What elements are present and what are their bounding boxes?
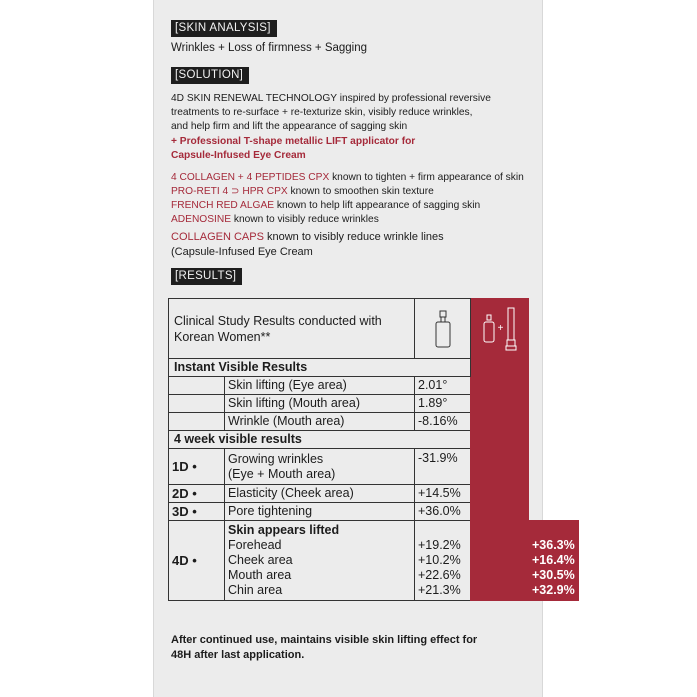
combo-column-spacer (471, 359, 529, 601)
dimension-label (225, 449, 415, 485)
table-row (169, 359, 579, 377)
footer-line-2: 48H after last application. (171, 649, 305, 661)
ingredient-line (171, 171, 524, 185)
ingredient-desc: known to visibly reduce wrinkles (231, 214, 379, 225)
lifted-value: +19.2% (418, 538, 461, 552)
lifted-value: +22.6% (418, 568, 461, 582)
lifted-item: Mouth area (228, 568, 292, 582)
dimension-label-line: (Eye + Mouth area) (228, 466, 336, 481)
ingredient-line (171, 213, 379, 227)
dimension-value: -31.9% (415, 449, 471, 485)
combo-value: +32.9% (532, 583, 575, 597)
serum-cell (415, 299, 471, 359)
lifted-value: +21.3% (418, 583, 461, 597)
ingredient-desc: known to smoothen skin texture (287, 186, 434, 197)
instant-value: -8.16% (415, 413, 471, 431)
solution-highlight-1: + Professional T-shape metallic LIFT applicator for (171, 136, 416, 147)
ingredient-name: 4 COLLAGEN + 4 PEPTIDES CPX (171, 172, 330, 183)
instant-label: Skin lifting (Mouth area) (225, 395, 415, 413)
skin-analysis-text: Wrinkles + Loss of firmness + Sagging (171, 42, 368, 54)
skin-analysis-header: [SKIN ANALYSIS] (171, 20, 277, 37)
solution-header: [SOLUTION] (171, 67, 249, 84)
study-intro: Clinical Study Results conducted with Korean Women** (169, 299, 415, 359)
results-table (168, 298, 579, 601)
ingredient-line (171, 185, 434, 199)
ingredient-tail: (Capsule-Infused Eye Cream (171, 246, 313, 258)
ingredient-line (171, 199, 480, 213)
lifted-item: Chin area (228, 583, 283, 597)
dimension-value (415, 521, 471, 601)
ingredient-line (171, 230, 444, 244)
ingredient-name: FRENCH RED ALGAE (171, 200, 275, 211)
instant-label: Wrinkle (Mouth area) (225, 413, 415, 431)
blank-cell (169, 395, 225, 413)
dimension-label: Elasticity (Cheek area) (225, 485, 415, 503)
solution-line-1: 4D SKIN RENEWAL TECHNOLOGY inspired by professional reversive (171, 93, 491, 104)
dimension-label-line: Growing wrinkles (228, 451, 324, 466)
ingredient-desc: known to help lift appearance of sagging skin (274, 200, 481, 211)
dimension-code: 2D • (169, 485, 225, 503)
lifted-value: +10.2% (418, 553, 461, 567)
dimension-label: Pore tightening (225, 503, 415, 521)
table-row (169, 299, 579, 359)
lifted-title: Skin appears lifted (228, 523, 340, 537)
instant-value: 1.89° (415, 395, 471, 413)
solution-line-3: and help firm and lift the appearance of sagging skin (171, 121, 408, 132)
combo-cell (471, 299, 529, 359)
solution-line-2: treatments to re-surface + re-texturize skin, visibly reduce wrinkles, (171, 107, 473, 118)
ingredient-desc: known to tighten + firm appearance of skin (329, 172, 524, 183)
ingredient-name: PRO-RETI 4 ⊃ HPR CPX (171, 186, 288, 197)
dimension-code: 4D • (169, 521, 225, 601)
plus-sign: + (497, 323, 504, 334)
blank-cell (169, 413, 225, 431)
dimension-value: +14.5% (415, 485, 471, 503)
serum-bottle-icon (482, 314, 496, 344)
dimension-code: 1D • (169, 449, 225, 485)
combo-value: +30.5% (532, 568, 575, 582)
lifted-item: Cheek area (228, 553, 293, 567)
combo-value: +36.3% (532, 538, 575, 552)
combo-values (529, 521, 579, 601)
serum-bottle-icon (433, 309, 453, 349)
week-section-title: 4 week visible results (169, 431, 471, 449)
combo-value: +16.4% (532, 553, 575, 567)
blank-cell (169, 377, 225, 395)
ingredient-name: COLLAGEN CAPS (171, 231, 264, 243)
instant-value: 2.01° (415, 377, 471, 395)
ingredient-name: ADENOSINE (171, 214, 232, 225)
lifted-item: Forehead (228, 538, 282, 552)
dimension-value: +36.0% (415, 503, 471, 521)
ingredient-desc: known to visibly reduce wrinkle lines (263, 231, 444, 243)
dimension-label (225, 521, 415, 601)
results-header: [RESULTS] (171, 268, 242, 285)
instant-label: Skin lifting (Eye area) (225, 377, 415, 395)
solution-highlight-2: Capsule-Infused Eye Cream (171, 150, 306, 161)
dimension-code: 3D • (169, 503, 225, 521)
instant-section-title: Instant Visible Results (169, 359, 471, 377)
footer-line-1: After continued use, maintains visible skin lifting effect for (171, 634, 478, 646)
applicator-icon (505, 306, 517, 352)
